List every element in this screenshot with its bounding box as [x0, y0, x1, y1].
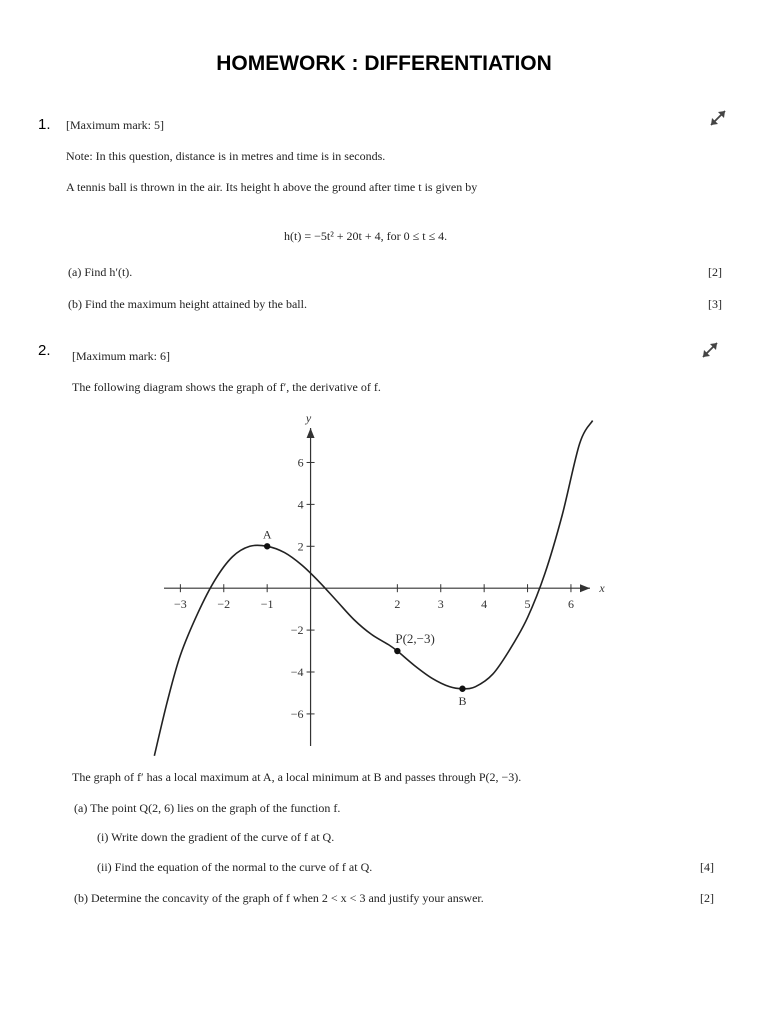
- question-2-number: 2.: [38, 342, 51, 359]
- question-1-max-mark: [Maximum mark: 5]: [66, 118, 164, 132]
- x-tick-label: −1: [260, 597, 274, 612]
- point-p-label: P(2,−3): [395, 631, 435, 647]
- question-1-note: Note: In this question, distance is in metres and time is in seconds.: [66, 149, 386, 163]
- question-1-formula: h(t) = −5t² + 20t + 4, for 0 ≤ t ≤ 4.: [284, 229, 448, 243]
- x-axis-arrow: [580, 584, 590, 592]
- y-tick-label: −4: [290, 665, 304, 679]
- y-axis-label: y: [305, 411, 312, 425]
- expand-arrows-icon[interactable]: [708, 108, 728, 128]
- y-tick-label: −2: [290, 623, 304, 638]
- x-tick-label: 3: [437, 597, 444, 612]
- question-2-intro: The following diagram shows the graph of f′, the derivative of f.: [72, 380, 381, 394]
- point-b-label: B: [458, 693, 467, 708]
- question-2-part-a: (a) The point Q(2, 6) lies on the graph of the function f.: [74, 801, 341, 815]
- question-2-part-b: (b) Determine the concavity of the graph of f when 2 < x < 3 and justify your answer.: [74, 891, 484, 905]
- question-2-part-a-i: (i) Write down the gradient of the curve of f at Q.: [97, 830, 335, 844]
- question-2-max-mark: [Maximum mark: 6]: [72, 349, 170, 363]
- question-2-part-a-ii: (ii) Find the equation of the normal to the curve of f at Q.: [97, 860, 373, 874]
- question-2-graph-description: The graph of f′ has a local maximum at A, a local minimum at B and passes through P(2, −3).: [72, 770, 522, 784]
- x-tick-label: −3: [173, 597, 187, 612]
- y-tick-label: 2: [297, 539, 304, 554]
- derivative-graph: [150, 408, 610, 760]
- question-1-number: 1.: [38, 116, 51, 133]
- y-axis-arrow: [307, 428, 315, 438]
- x-axis-label: x: [599, 581, 605, 596]
- question-2-part-a-mark: [4]: [700, 860, 714, 874]
- question-2-part-b-mark: [2]: [700, 891, 714, 905]
- x-tick-label: 5: [524, 597, 531, 612]
- question-1-part-a: (a) Find h′(t).: [68, 265, 133, 279]
- y-tick-label: 6: [297, 455, 304, 470]
- question-1-part-b: (b) Find the maximum height attained by the ball.: [68, 297, 307, 311]
- page-title: HOMEWORK : DIFFERENTIATION: [216, 52, 552, 75]
- point-a-label: A: [262, 527, 272, 542]
- y-tick-label: 4: [297, 497, 304, 512]
- x-tick-label: 2: [394, 597, 401, 612]
- question-1-intro: A tennis ball is thrown in the air. Its height h above the ground after time t is given by: [66, 180, 478, 194]
- x-tick-label: 6: [567, 597, 574, 612]
- point-b: [459, 686, 465, 692]
- point-a: [264, 543, 270, 549]
- expand-arrows-icon[interactable]: [700, 340, 720, 360]
- y-tick-label: −6: [290, 706, 304, 721]
- point-p: [394, 648, 400, 654]
- x-tick-label: −2: [217, 597, 231, 612]
- question-1-part-b-mark: [3]: [708, 297, 722, 311]
- question-1-part-a-mark: [2]: [708, 265, 722, 279]
- x-tick-label: 4: [481, 597, 488, 612]
